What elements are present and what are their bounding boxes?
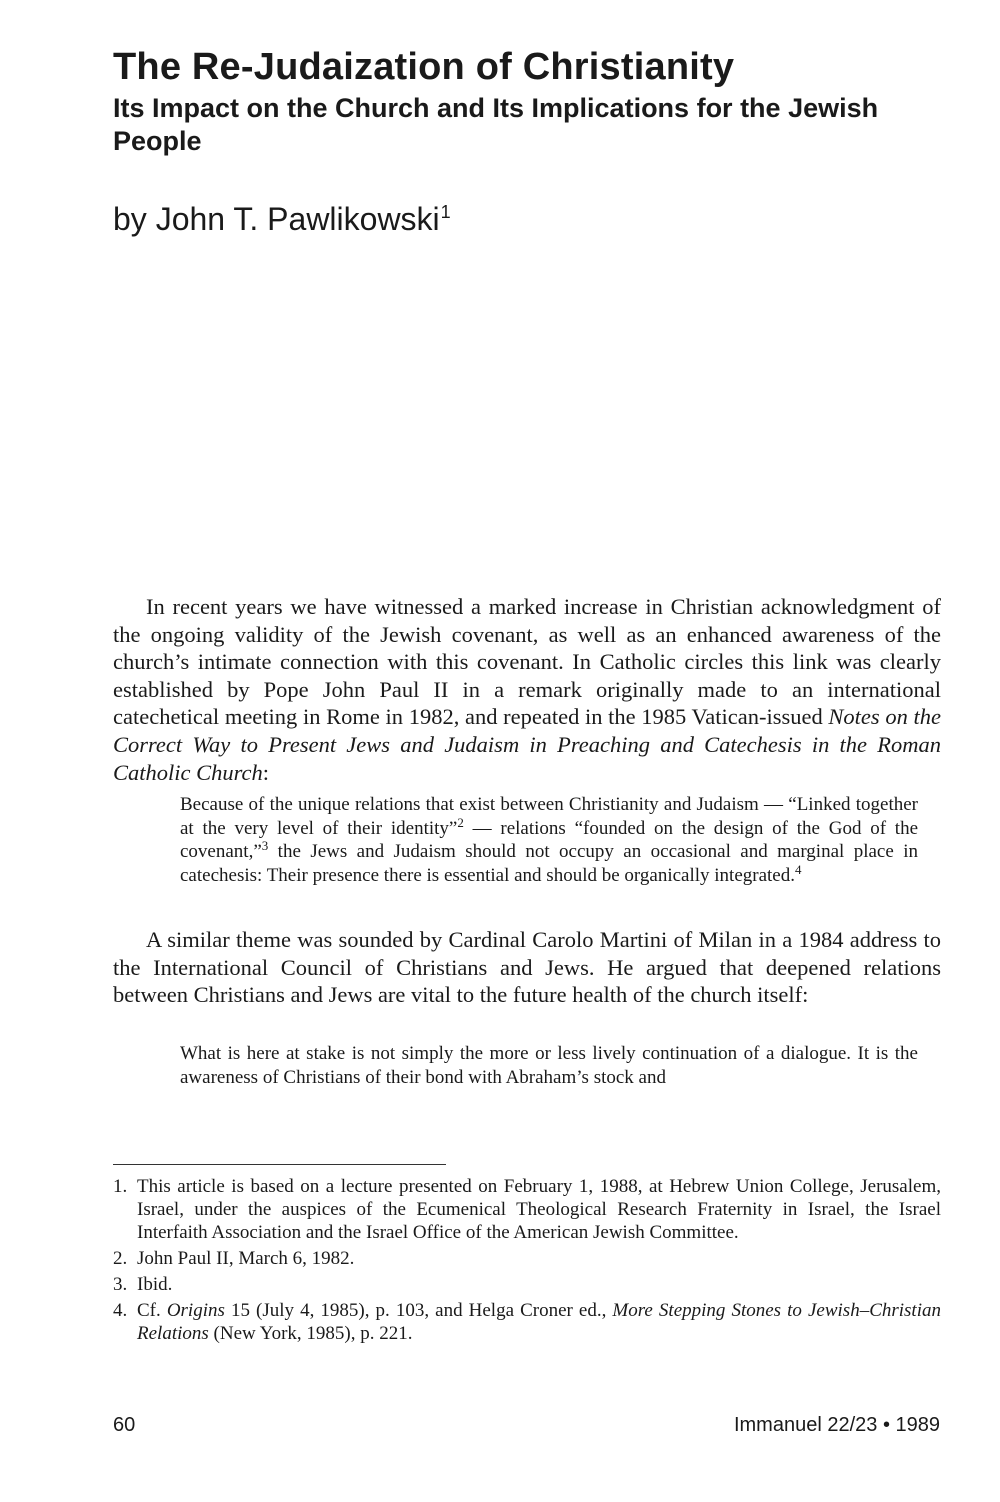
footnote-number: 4. bbox=[113, 1300, 128, 1322]
footnote-text bbox=[137, 1300, 941, 1346]
para2-text: A similar theme was sounded by Cardinal Carolo Martini of Milan in a 1984 address to the International Council of Christians and Jews. He argued that deepened relations between Christians and Jews are vital to the future health of the church itself: bbox=[113, 927, 941, 1008]
footnote-number: 3. bbox=[113, 1274, 128, 1296]
para1-text: In recent years we have witnessed a marked increase in Christian acknowledgment of the ongoing validity of the Jewish covenant, as well as an enhanced awareness of the church’s intimate connection with this covenant. In Catholic circles this link was clearly established by Pope John Paul II in a remark originally made to an international catechetical meeting in Rome in 1982, and repeated in the 1985 Vatican-issued bbox=[113, 594, 941, 730]
para1-end: : bbox=[262, 759, 270, 785]
block-quote-1 bbox=[180, 793, 918, 887]
footnotes bbox=[113, 1176, 941, 1350]
footnote-ref-4[interactable]: 4 bbox=[795, 861, 802, 877]
article-title: The Re-Judaization of Christianity bbox=[113, 46, 735, 88]
author-byline bbox=[113, 192, 451, 239]
footnote-text: John Paul II, March 6, 1982. bbox=[137, 1247, 355, 1269]
footnote-1 bbox=[113, 1176, 941, 1244]
quote1-part-c: the Jews and Judaism should not occupy an occasional and marginal place in catechesis: Their presence there is essential and should be organically integrated. bbox=[180, 841, 918, 886]
footnote-text: This article is based on a lecture presented on February 1, 1988, at Hebrew Union College, Jerusalem, Israel, under the auspices of the Ecumenical Theological Research Fraternity in Israel, the Israel Interfaith Association and the Israel Office of the American Jewish Committee. bbox=[137, 1176, 941, 1243]
footnote-ref-3[interactable]: 3 bbox=[261, 838, 269, 853]
body-paragraph-1 bbox=[113, 593, 941, 786]
fn4-suffix: (New York, 1985), p. 221. bbox=[208, 1323, 413, 1345]
footnote-4 bbox=[113, 1300, 941, 1346]
footnote-number: 2. bbox=[113, 1247, 128, 1269]
quote2-text: What is here at stake is not simply the more or less lively continuation of a dialogue. It is the awareness of Christians of their bond with Abraham’s stock and bbox=[180, 1043, 918, 1088]
body-paragraph-2 bbox=[113, 926, 941, 1009]
notes-document-title: Notes on the Correct Way to Present Jews and Judaism in Preaching and Catechesis in the Roman Catholic Church bbox=[113, 704, 941, 785]
article-subtitle: Its Impact on the Church and Its Implications for the Jewish People bbox=[113, 93, 879, 156]
fn4-journal-title: Origins bbox=[166, 1300, 225, 1322]
footnote-text: Ibid. bbox=[137, 1274, 173, 1296]
fn4-book-title: More Stepping Stones to Jewish–Christian Relations bbox=[137, 1300, 941, 1345]
author-name: by John T. Pawlikowski bbox=[113, 201, 440, 237]
quote1-part-b: — relations “founded on the design of the God of the covenant,” bbox=[180, 817, 919, 862]
fn4-prefix: Cf. bbox=[137, 1300, 167, 1322]
footnote-number: 1. bbox=[113, 1176, 128, 1197]
journal-citation: Immanuel 22/23 • 1989 bbox=[733, 1414, 940, 1436]
footnote-3 bbox=[113, 1274, 941, 1297]
quote1-part-a: Because of the unique relations that exist between Christianity and Judaism — “Linked together at the very level of their identity” bbox=[180, 794, 918, 839]
footnote-divider bbox=[113, 1164, 446, 1165]
footnote-2 bbox=[113, 1248, 941, 1271]
fn4-middle: 15 (July 4, 1985), p. 103, and Helga Croner ed., bbox=[224, 1300, 613, 1322]
page-number: 60 bbox=[113, 1414, 136, 1436]
footnote-ref-2[interactable]: 2 bbox=[457, 814, 464, 830]
block-quote-2 bbox=[180, 1042, 918, 1089]
author-footnote-marker: 1 bbox=[440, 202, 451, 222]
